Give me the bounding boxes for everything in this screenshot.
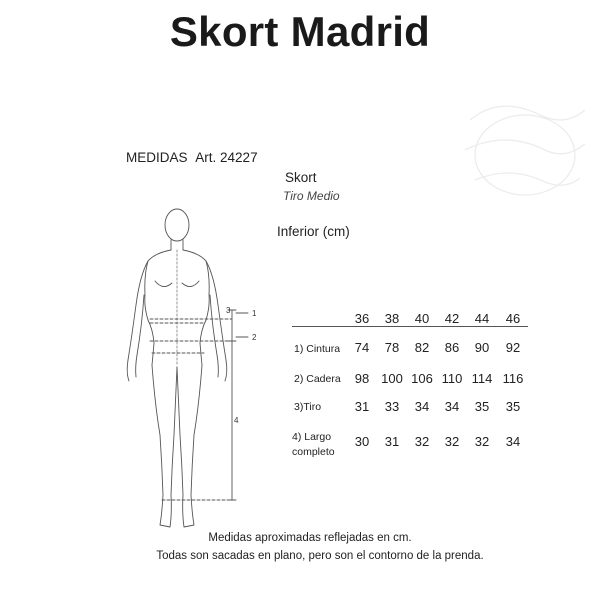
table-cell: 92 bbox=[505, 340, 521, 355]
row-label-cadera: 2) Cadera bbox=[294, 373, 341, 385]
size-header: 40 bbox=[414, 311, 430, 326]
table-cell: 78 bbox=[384, 340, 400, 355]
table-cell: 32 bbox=[444, 434, 460, 449]
table-cell: 34 bbox=[444, 399, 460, 414]
table-cell: 32 bbox=[414, 434, 430, 449]
size-header: 44 bbox=[474, 311, 490, 326]
table-cell: 34 bbox=[414, 399, 430, 414]
row-label-largo-line2: completo bbox=[292, 446, 335, 458]
table-cell: 110 bbox=[441, 371, 463, 386]
table-cell: 114 bbox=[471, 371, 493, 386]
table-cell: 30 bbox=[354, 434, 370, 449]
footer-note-1: Medidas aproximadas reflejadas en cm. bbox=[208, 532, 412, 544]
table-cell: 31 bbox=[354, 399, 370, 414]
table-cell: 31 bbox=[384, 434, 400, 449]
table-cell: 98 bbox=[354, 371, 370, 386]
table-cell: 90 bbox=[474, 340, 490, 355]
figure-marker-1: 1 bbox=[252, 309, 257, 318]
section-title: Inferior (cm) bbox=[277, 224, 350, 239]
size-header: 38 bbox=[384, 311, 400, 326]
figure-marker-3: 3 bbox=[226, 306, 231, 315]
table-cell: 116 bbox=[502, 371, 524, 386]
table-cell: 74 bbox=[354, 340, 370, 355]
table-divider bbox=[292, 326, 528, 327]
size-header: 42 bbox=[444, 311, 460, 326]
row-label-largo-line1: 4) Largo bbox=[292, 431, 332, 443]
row-label-largo bbox=[292, 430, 335, 460]
row-label-cintura: 1) Cintura bbox=[294, 343, 341, 355]
table-cell: 32 bbox=[474, 434, 490, 449]
table-cell: 35 bbox=[505, 399, 521, 414]
garment-name: Skort bbox=[285, 170, 317, 185]
article-number: Art. 24227 bbox=[195, 150, 258, 165]
garment-rise: Tiro Medio bbox=[283, 189, 340, 203]
size-header: 36 bbox=[354, 311, 370, 326]
table-cell: 33 bbox=[384, 399, 400, 414]
figure-marker-4: 4 bbox=[234, 416, 239, 425]
footer-note-2: Todas son sacadas en plano, pero son el contorno de la prenda. bbox=[156, 550, 484, 562]
figure-marker-2: 2 bbox=[252, 333, 257, 342]
measurements-header bbox=[126, 150, 258, 165]
size-header: 46 bbox=[505, 311, 521, 326]
table-cell: 100 bbox=[381, 371, 403, 386]
medidas-label: MEDIDAS bbox=[126, 150, 188, 165]
table-cell: 106 bbox=[411, 371, 433, 386]
table-cell: 86 bbox=[444, 340, 460, 355]
table-cell: 35 bbox=[474, 399, 490, 414]
body-figure-diagram bbox=[100, 195, 275, 545]
row-label-tiro: 3)Tiro bbox=[294, 401, 322, 413]
watermark-logo bbox=[450, 80, 600, 230]
page-title: Skort Madrid bbox=[169, 8, 431, 55]
table-cell: 82 bbox=[414, 340, 430, 355]
table-cell: 34 bbox=[505, 434, 521, 449]
